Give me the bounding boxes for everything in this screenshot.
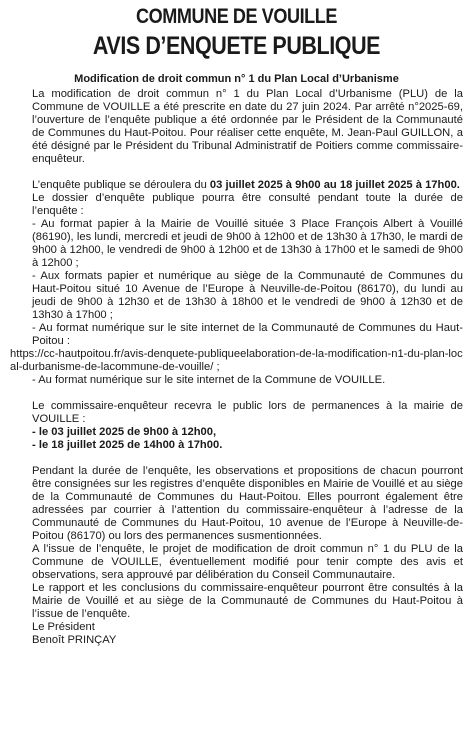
permanence-date-2: - le 18 juillet 2025 de 14h00 à 17h00. (32, 439, 223, 451)
issue-text: A l’issue de l’enquête, le projet de modification de droit commun n° 1 du PLU de la Commune de VOUILLE, éventuellement modifié pour tenir compte des avis et observations, sera approuvé par délibération du Conseil Communautaire. (32, 543, 463, 581)
dates-period: 03 juillet 2025 à 9h00 au 18 juillet 2025 à 17h00. (209, 179, 460, 191)
dates-paragraph (10, 179, 463, 192)
dossier-section (10, 192, 463, 387)
observations-paragraph (10, 465, 463, 621)
intro-text: La modification de droit commun n° 1 du Plan Local d’Urbanisme (PLU) de la Commune de VOUILLE a été prescrite en date du 27 juin 2024. Par arrêté n°2025-69, l’ouverture de l’enquête publique a été ordonnée par le Président de la Communauté de Communes du Haut-Poitou. Pour réaliser cette enquête, M. Jean-Paul GUILLON, a été désigné par le Président du Tribunal Administratif de Poitiers comme commissaire-enquêteur. (32, 88, 463, 165)
dossier-item-mairie: - Au format papier à la Mairie de Vouillé située 3 Place François Albert à Vouillé (86190), les lundi, mercredi et jeudi de 9h00 à 12h00 et de 13h30 à 17h30, le mardi de 9h00 à 12h00, le vendredi de 9h00 à 12h00 et de 13h30 à 17h00 et le samedi de 9h00 à 12h00 ; (32, 218, 463, 269)
observations-text: Pendant la durée de l’enquête, les observations et propositions de chacun pourront être consignées sur les registres d’enquête disponibles en Mairie de Vouillé et au siège de la Communauté de Communes du Haut-Poitou. Elles pourront également être adressées par courrier à l’attention du commissaire-enquêteur à l’adresse de la Communauté de Communes du Haut-Poitou, 10 avenue de l’Europe à Neuville-de-Poitou (86170) ou lors des permanences susmentionnées. (32, 465, 463, 542)
dossier-item-communaute: - Aux formats papier et numérique au siège de la Communauté de Communes du Haut-Poitou situé 10 Avenue de l’Europe à Neuville-de-Poitou (86170), du lundi au jeudi de 9h00 à 12h30 et de 13h30 à 18h00 et le vendredi de 9h00 à 12h30 et de 13h30 à 17h00 ; (32, 270, 463, 321)
dates-text (10, 179, 463, 192)
notice-title: AVIS D’ENQUETE PUBLIQUE (92, 32, 381, 60)
intro-paragraph (10, 88, 463, 166)
signature-block (32, 621, 463, 647)
permanence-date-1: - le 03 juillet 2025 de 9h00 à 12h00, (32, 426, 217, 438)
signature-name: Benoît PRINÇAY (32, 634, 117, 646)
dossier-item-web-commune: - Au format numérique sur le site internet de la Commune de VOUILLE. (32, 374, 386, 386)
permanences-section (10, 400, 463, 452)
dossier-item-web-communaute: - Au format numérique sur le site internet de la Communauté de Communes du Haut-Poitou : (32, 322, 463, 347)
commune-title: COMMUNE DE VOUILLE (136, 5, 337, 28)
dossier-url-link[interactable]: https://cc-hautpoitou.fr/avis-denquete-publiqueelaboration-de-la-modification-n1-du-plan-local-durbanisme-de-lacommune-de-vouille/ ; (10, 348, 463, 373)
permanences-intro: Le commissaire-enquêteur recevra le public lors de permanences à la mairie de VOUILLE : (32, 400, 463, 425)
signature-role: Le Président (32, 621, 95, 633)
notice-subtitle: Modification de droit commun n° 1 du Plan Local d’Urbanisme (74, 73, 399, 85)
dates-prefix: L’enquête publique se déroulera du (32, 179, 210, 191)
rapport-text: Le rapport et les conclusions du commissaire-enquêteur pourront être consultés à la Mairie de Vouillé et au siège de la Communauté de Communes du Haut-Poitou à l’issue de l’enquête. (32, 582, 463, 620)
dossier-intro: Le dossier d’enquête publique pourra être consulté pendant toute la durée de l’enquête : (32, 192, 463, 217)
